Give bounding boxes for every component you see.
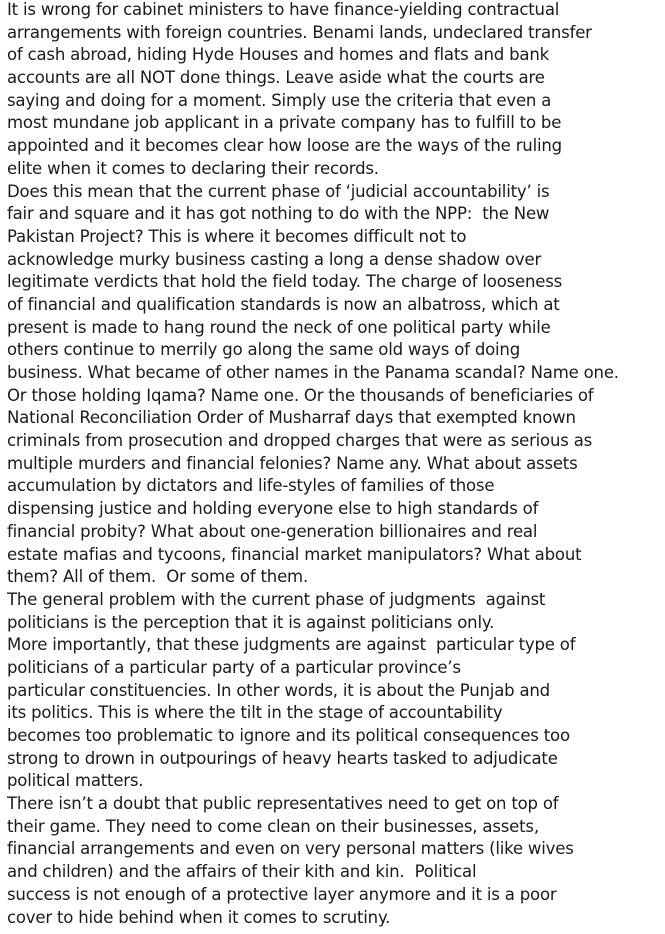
text-line: most mundane job applicant in a private company has to fulfill to be [7,113,562,133]
text-line: multiple murders and financial felonies? Name any. What about assets [7,453,578,473]
text-line: its politics. This is where the tilt in the stage of accountability [7,703,503,723]
text-line: them? All of them. Or some of them. [7,567,308,587]
text-line: criminals from prosecution and dropped charges that were as serious as [7,431,593,451]
text-line: acknowledge murky business casting a long a dense shadow over [7,249,542,269]
text-line: financial arrangements and even on very personal matters (like wives [7,839,574,859]
text-line: fair and square and it has got nothing to do with the NPP: the New [7,204,550,224]
text-line: elite when it comes to declaring their records. [7,158,379,178]
text-line: becomes too problematic to ignore and its political consequences too [7,726,570,745]
text-line: of financial and qualification standards is now an albatross, which at [7,294,560,314]
text-line: Or those holding Iqama? Name one. Or the thousands of beneficiaries of [7,385,594,405]
text-line: of cash abroad, hiding Hyde Houses and homes and flats and bank [7,45,550,65]
text-line: National Reconciliation Order of Musharraf days that exempted known [7,408,576,428]
text-line: appointed and it becomes clear how loose are the ways of the ruling [7,136,562,156]
text-line: politicians of a particular party of a particular province’s [7,657,461,677]
text-line: present is made to hang round the neck of one political party while [7,317,551,337]
text-line: saying and doing for a moment. Simply use the criteria that even a [7,90,552,110]
text-line: political matters. [7,771,144,791]
text-line: success is not enough of a protective layer anymore and it is a poor [7,884,557,904]
text-line: others continue to merrily go along the same old ways of doing [7,340,520,360]
text-line: cover to hide behind when it comes to scrutiny. [7,907,391,927]
text-line: dispensing justice and holding everyone else to high standards of [7,499,539,519]
text-line: accumulation by dictators and life-styles of families of those [7,476,495,496]
text-line: business. What became of other names in the Panama scandal? Name one. [7,363,619,382]
text-line: politicians is the perception that it is against politicians only. [7,612,495,632]
text-line: More importantly, that these judgments are against particular type of [7,635,576,655]
text-line: particular constituencies. In other words, it is about the Punjab and [7,680,550,700]
text-line: legitimate verdicts that hold the field today. The charge of looseness [7,272,563,292]
text-line: Does this mean that the current phase of ‘judicial accountability’ is [7,181,550,201]
text-line: The general problem with the current phase of judgments against [7,589,546,609]
text-line: arrangements with foreign countries. Benami lands, undeclared transfer [7,22,592,42]
text-line: There isn’t a doubt that public representatives need to get on top of [7,794,559,814]
text-line: estate mafias and tycoons, financial market manipulators? What about [7,544,582,564]
text-line: Pakistan Project? This is where it becomes difficult not to [7,226,467,246]
text-line: It is wrong for cabinet ministers to have finance-yielding contractual [7,0,560,19]
text-line: their game. They need to come clean on their businesses, assets, [7,816,539,836]
text-line: strong to drown in outpourings of heavy hearts tasked to adjudicate [7,748,558,768]
article-text [7,0,665,929]
text-line: financial probity? What about one-generation billionaires and real [7,521,538,541]
text-line: accounts are all NOT done things. Leave aside what the courts are [7,68,545,88]
text-line: and children) and the affairs of their kith and kin. Political [7,862,477,882]
